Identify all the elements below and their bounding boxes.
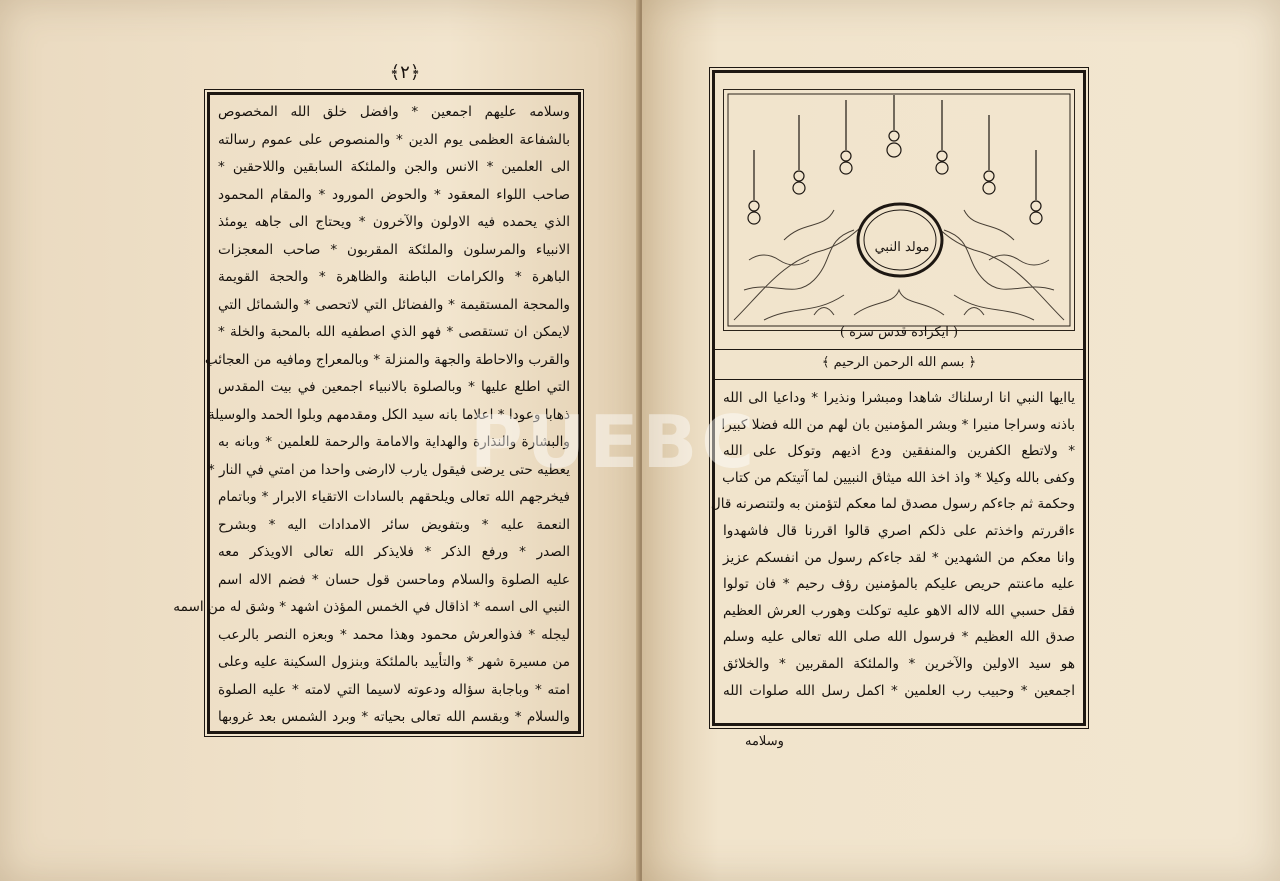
text-line: الانبياء والمرسلون والملئكة المقربون * صاحب المعجزات: [218, 241, 570, 258]
text-line: ذهابا وعودا * اعلاما بانه سيد الكل ومقدمهم وبلوا الحمد والوسيلة: [207, 406, 570, 423]
text-line: الصدر * ورفع الذكر * فلايذكر الله تعالى الاويذكر معه: [218, 544, 570, 560]
text-line: باذنه وسراجا منيرا * وبشر المؤمنين بان لهم من الله فضلا كبيرا: [721, 416, 1075, 433]
text-line: فقل حسبي الله لااله الاهو عليه توكلت وهورب العرش العظيم: [723, 602, 1075, 619]
text-line: فيخرجهم الله تعالى ويلحقهم بالسادات الاتقياء الابرار * وباتمام: [218, 489, 570, 505]
text-line: يعطيه حتى يرضى فيقول يارب لاارضى واحدا من امتي في النار *: [207, 461, 570, 478]
text-line: والمحجة المستقيمة * والفضائل التي لاتحصى * والشمائل التي: [218, 296, 570, 313]
text-line: والقرب والاحاطة والجهة والمنزلة * وبالمعراج ومافيه من العجائب: [204, 351, 570, 368]
text-line: لايمكن ان تستقصى * فهو الذي اصطفيه الله بالمحبة والخلة *: [218, 324, 570, 340]
text-line: صدق الله العظيم * فرسول الله صلى الله تعالى عليه وسلم: [723, 629, 1075, 646]
text-line: عليه الصلوة والسلام وماحسن قول حسان * فضم الاله اسم: [218, 571, 570, 588]
text-line: والسلام * وبقسم الله تعالى بحياته * وبرد الشمس بعد غروبها: [218, 709, 570, 725]
author-attribution: ( ايكزاده قدس سره ): [839, 325, 959, 340]
watermark: PUEBC: [470, 400, 759, 484]
text-line: الذي يحمده فيه الاولون والآخرون * ويحتاج الى جاهه يومئذ: [218, 214, 570, 230]
title-ornament: [723, 89, 1075, 331]
text-line: والبشارة والنذارة والهداية والامامة والرحمة للعلمين * وبانه به: [218, 434, 570, 450]
floral-ornament-icon: [724, 90, 1074, 330]
text-line: الى العلمين * الانس والجن والملئكة السابقين واللاحقين *: [218, 159, 570, 175]
right-text-frame: [712, 70, 1086, 726]
text-line: الباهرة * والكرامات الباطنة والظاهرة * والحجة القويمة: [218, 269, 570, 285]
text-line: ياايها النبي انا ارسلناك شاهدا ومبشرا ونذيرا * وداعيا الى الله: [723, 390, 1075, 406]
text-line: النبي الى اسمه * اذاقال في الخمس المؤذن اشهد * وشق له من اسمه: [173, 599, 570, 615]
text-line: النعمة عليه * وبتفويض سائر الامدادات اليه * وبشرح: [218, 516, 570, 533]
text-line: اجمعين * وحبيب رب العلمين * اكمل رسل الله صلوات الله: [723, 682, 1075, 699]
text-line: بالشفاعة العظمى يوم الدين * والمنصوص على عموم رسالته: [218, 131, 570, 148]
basmala-heading: ﴿ بسم الله الرحمن الرحيم ﴾: [821, 355, 977, 370]
text-line: * ولاتطع الكفرين والمنفقين ودع اذيهم وتوكل على الله: [723, 443, 1075, 460]
text-line: وحكمة ثم جاءكم رسول مصدق لما معكم لتؤمنن به ولتنصرنه قال: [710, 496, 1075, 513]
text-line: وانا معكم من الشهدين * لقد جاءكم رسول من انفسكم عزيز: [723, 549, 1075, 566]
text-line: وكفى بالله وكيلا * واذ اخذ الله ميثاق النبيين لما آتيتكم من كتاب: [722, 469, 1075, 486]
text-line: امته * وباجابة سؤاله ودعوته لاسيما التي لامته * عليه الصلوة: [218, 681, 570, 698]
text-line: عليه ماعنتم حريص عليكم بالمؤمنين رؤف رحيم * فان تولوا: [723, 576, 1075, 593]
book-title: مولد النبي: [874, 240, 930, 255]
divider: [715, 379, 1083, 380]
text-line: هو سيد الاولين والآخرين * والملئكة المقربين * والخلائق: [723, 655, 1075, 672]
text-line: من مسيرة شهر * والتأييد بالملئكة وبنزول السكينة عليه وعلى: [218, 654, 570, 670]
page-number: ﴿٢﴾: [389, 62, 421, 83]
text-line: التي اطلع عليها * وبالصلوة بالانبياء اجمعين في بيت المقدس: [218, 379, 570, 395]
text-line: ءاقررتم واخذتم على ذلكم اصري قالوا اقررنا قال فاشهدوا: [723, 522, 1075, 539]
catchword: وسلامه: [745, 734, 784, 749]
text-line: ليجله * فذوالعرش محمود وهذا محمد * وبعزه النصر بالرعب: [218, 626, 570, 643]
right-page-text: [710, 385, 1075, 704]
text-line: وسلامه عليهم اجمعين * وافضل خلق الله المخصوص: [218, 104, 570, 120]
divider: [715, 349, 1083, 350]
text-line: صاحب اللواء المعقود * والحوض المورود * والمقام المحمود: [218, 186, 570, 203]
